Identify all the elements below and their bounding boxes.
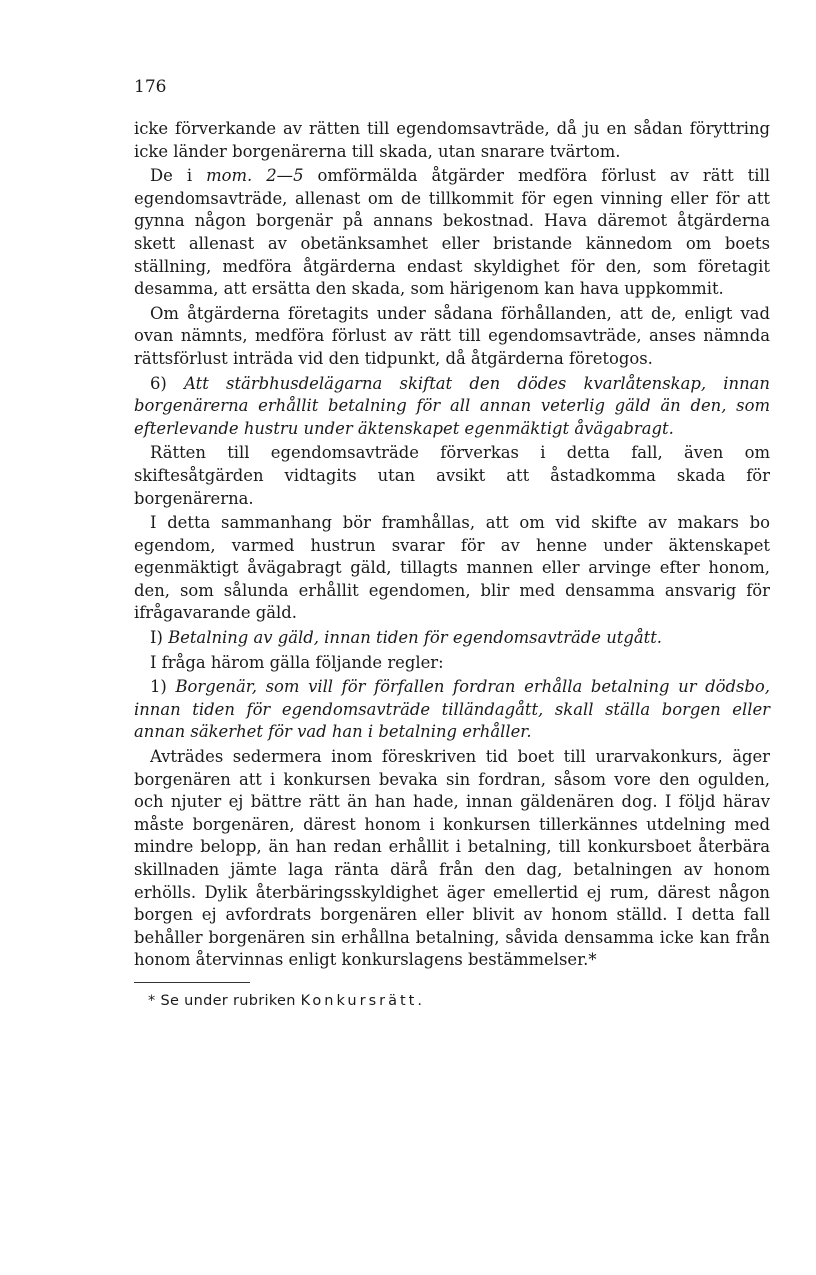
paragraph-emphasis: mom. 2—5 (206, 166, 304, 186)
rule-1-heading (134, 676, 770, 744)
paragraph-timepoint (134, 303, 770, 371)
footnote-text: * Se under rubriken (148, 992, 301, 1009)
paragraph-mom (134, 165, 770, 301)
page-number: 176 (134, 77, 167, 97)
paragraph-text: Rätten till egendomsavträde förverkas i detta fall, även om skiftesåtgärden vidtagits utan avsikt att åstadkomma skada för borgenärerna. (134, 443, 770, 508)
paragraph-forfeiture (134, 442, 770, 510)
paragraph-bankruptcy (134, 746, 770, 972)
footnote-divider (134, 982, 250, 983)
paragraph-text: I fråga härom gälla följande regler: (150, 652, 444, 672)
rule-number: 1) (150, 677, 176, 697)
paragraph-context (134, 512, 770, 625)
paragraph-continuation (134, 118, 770, 163)
rule-number: 6) (150, 373, 185, 393)
paragraph-rules-intro (134, 652, 770, 675)
section-I-heading (134, 627, 770, 650)
section-number: I) (150, 628, 169, 648)
rule-heading-text: Borgenär, som vill för förfallen fordran erhålla betalning ur dödsbo, innan tiden för egendomsavträde tilländagått, skall ställa borgen eller annan säkerhet för vad han i betalning erhåller. (134, 677, 770, 742)
paragraph-text: De i (150, 166, 207, 186)
paragraph-text: omförmälda åtgärder medföra förlust av rätt till egendomsavträde, allenast om de tillkommit för egen vinning eller för att gynna någon borgenär på annans bekostnad. Hava däremot åtgärderna skett allenast av obetänksamhet eller bristande kännedom om boets ställning, medföra åtgärderna endast skyldighet för den, som företagit desamma, att ersätta den skada, som härigenom kan hava uppkommit. (134, 166, 770, 299)
paragraph-text: Avträdes sedermera inom föreskriven tid boet till urarvakonkurs, äger borgenären att i konkursen bevaka sin fordran, såsom vore den ogulden, och njuter ej bättre rätt än han hade, innan gäldenären dog. I följd härav måste borgenären, därest honom i konkursen tillerkännes utdelning med mindre belopp, än han redan erhållit i betalning, till konkursboet återbära skillnaden jämte laga ränta därå från den dag, betalningen av honom erhölls. Dylik återbäringsskyldighet äger emellertid ej rum, därest någon borgen ej avfordrats borgenären eller blivit av honom ställd. I detta fall behåller borgenären sin erhållna betalning, såvida densamma icke kan från honom återvinnas enligt konkurslagens bestämmelser.* (134, 747, 770, 970)
footnote-reference: Konkursrätt. (300, 992, 425, 1009)
section-heading-text: Betalning av gäld, innan tiden för egendomsavträde utgått. (168, 628, 662, 648)
paragraph-text: I detta sammanhang bör framhållas, att om vid skifte av makars bo egendom, varmed hustrun svarar för av henne under äktenskapet egenmäktigt åvägabragt gäld, tillagts mannen eller arvinge efter honom, den, som sålunda erhållit egendomen, blir med densamma ansvarig för ifrågavarande gäld. (134, 513, 770, 623)
footnote (148, 991, 770, 1011)
rule-6-heading (134, 373, 770, 441)
document-page (134, 76, 770, 1011)
paragraph-text: Om åtgärderna företagits under sådana förhållanden, att de, enligt vad ovan nämnts, medföra förlust av rätt till egendomsavträde, anses nämnda rättsförlust inträda vid den tidpunkt, då åtgärderna företogos. (134, 303, 770, 368)
rule-heading-text: Att stärbhusdelägarna skiftat den dödes kvarlåtenskap, innan borgenärerna erhållit betalning för all annan veterlig gäld än den, som efterlevande hustru under äktenskapet egenmäktigt åvägabragt. (134, 373, 770, 438)
paragraph-text: icke förverkande av rätten till egendomsavträde, då ju en sådan föryttring icke länder borgenärerna till skada, utan snarare tvärtom. (134, 119, 770, 161)
